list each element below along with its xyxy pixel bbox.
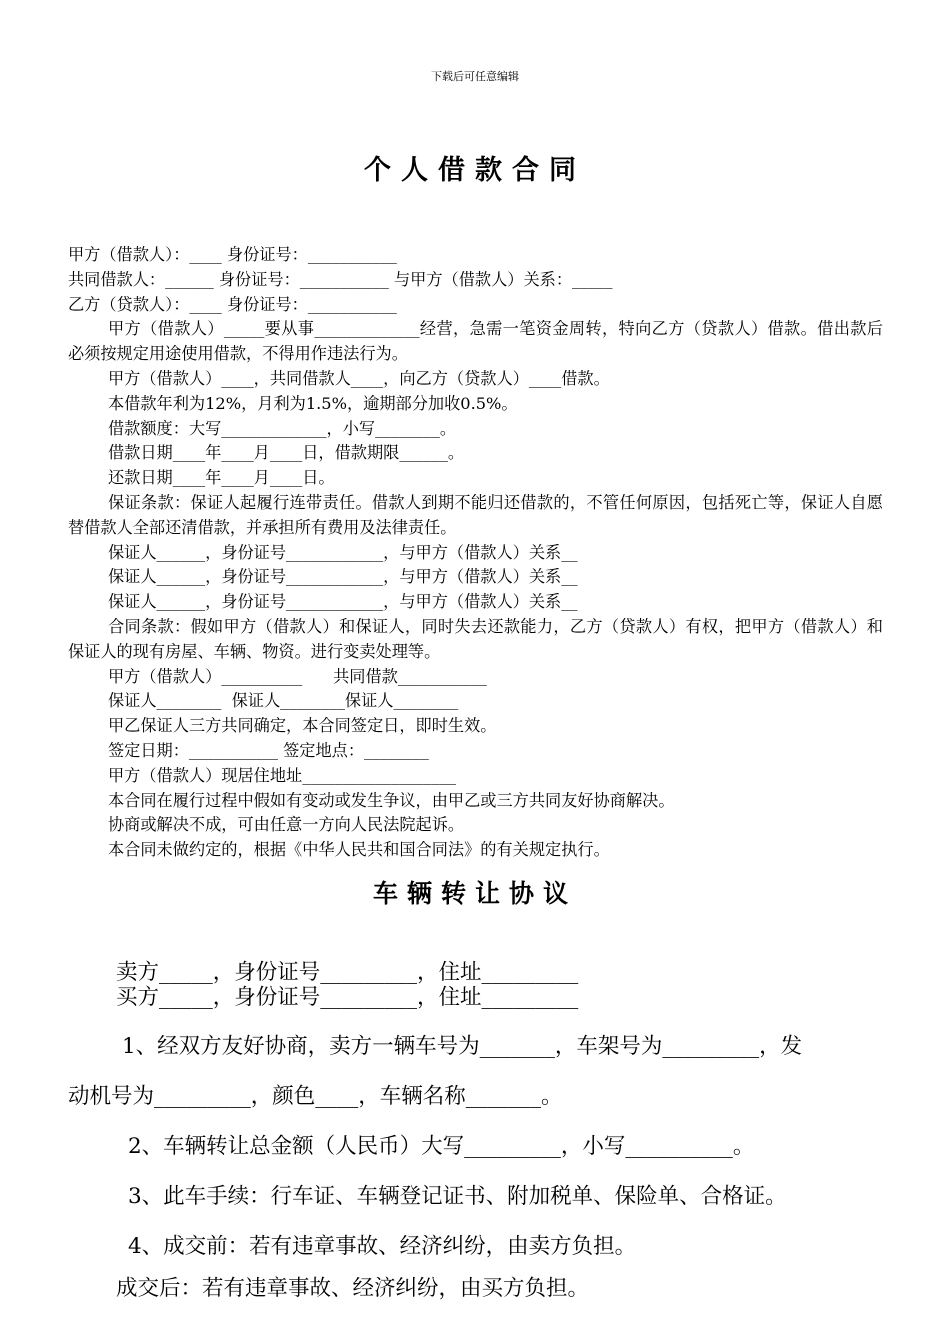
contract-line: 甲方（借款人）__________ 共同借款___________ — [108, 666, 487, 686]
buyer-line: 买方_____，身份证号_________，住址_________ — [116, 985, 579, 1010]
contract-line: 共同借款人：______ 身份证号：___________ 与甲方（借款人）关系：_____ — [68, 269, 613, 289]
contract-line: 甲方（借款人）现居住地址___________________ — [108, 765, 457, 785]
contract-line: 保证人______，身份证号____________，与甲方（借款人）关系__ — [108, 567, 578, 587]
contract-line: 借款额度：大写_____________，小写________。 — [108, 418, 457, 438]
contract-line: 还款日期____年____月____日。 — [108, 468, 335, 488]
contract-line: 协商或解决不成，可由任意一方向人民法院起诉。 — [108, 815, 465, 835]
contract-line: 乙方（贷款人）：____ 身份证号：___________ — [68, 294, 397, 314]
vehicle-item-1-cont: 动机号为_________，颜色____，车辆名称_______。 — [68, 1084, 563, 1109]
vehicle-agreement-title: 车辆转让协议 — [372, 879, 577, 908]
contract-paragraph: 甲方（借款人）_____要从事_____________经营，急需一笔资金周转，特向乙方（贷款人）借款。借出款后必须按规定用途使用借款，不得用作违法行为。 — [68, 319, 883, 364]
vehicle-item-2: 2、车辆转让总金额（人民币）大写_________，小写__________。 — [128, 1134, 755, 1159]
contract-line: 保证人______，身份证号____________，与甲方（借款人）关系__ — [108, 592, 578, 612]
contract-line: 保证人________ 保证人________保证人________ — [108, 691, 459, 711]
contract-line: 本合同在履行过程中假如有变动或发生争议，由甲乙或三方共同友好协商解决。 — [108, 790, 675, 810]
header-note: 下载后可任意编辑 — [431, 70, 519, 83]
vehicle-item-4: 4、成交前：若有违章事故、经济纠纷，由卖方负担。 — [128, 1234, 637, 1259]
contract-line: 甲方（借款人）：____ 身份证号：___________ — [68, 245, 397, 264]
contract-line: 借款日期____年____月____日，借款期限______。 — [108, 443, 465, 463]
vehicle-item-1: 1、经双方友好协商，卖方一辆车号为_______，车架号为_________，发 — [122, 1034, 803, 1059]
contract-paragraph: 合同条款：假如甲方（借款人）和保证人，同时失去还款能力，乙方（贷款人）有权，把甲方（借款人）和保证人的现有房屋、车辆、物资。进行变卖处理等。 — [68, 616, 883, 661]
contract-line: 本合同未做约定的，根据《中华人民共和国合同法》的有关规定执行。 — [108, 840, 610, 860]
contract-line: 保证人______，身份证号____________，与甲方（借款人）关系__ — [108, 542, 578, 562]
contract-line: 本借款年利为12%，月利为1.5%，逾期部分加收0.5%。 — [108, 393, 518, 413]
vehicle-agreement-body — [68, 960, 883, 1306]
loan-contract-body — [68, 243, 883, 863]
vehicle-item-3: 3、此车手续：行车证、车辆登记证书、附加税单、保险单、合格证。 — [128, 1184, 787, 1209]
contract-line: 签定日期：___________ 签定地点：________ — [108, 740, 429, 760]
contract-line: 甲乙保证人三方共同确定，本合同签定日，即时生效。 — [108, 716, 497, 736]
seller-line: 卖方_____，身份证号_________，住址_________ — [116, 960, 579, 985]
loan-contract-title: 个人借款合同 — [364, 155, 586, 186]
contract-paragraph: 保证条款：保证人起履行连带责任。借款人到期不能归还借款的，不管任何原因，包括死亡等，保证人自愿替借款人全部还清借款，并承担所有费用及法律责任。 — [68, 492, 883, 537]
contract-line: 甲方（借款人）____，共同借款人____，向乙方（贷款人）____借款。 — [108, 368, 610, 388]
vehicle-item-4-after: 成交后：若有违章事故、经济纠纷，由买方负担。 — [116, 1276, 590, 1301]
